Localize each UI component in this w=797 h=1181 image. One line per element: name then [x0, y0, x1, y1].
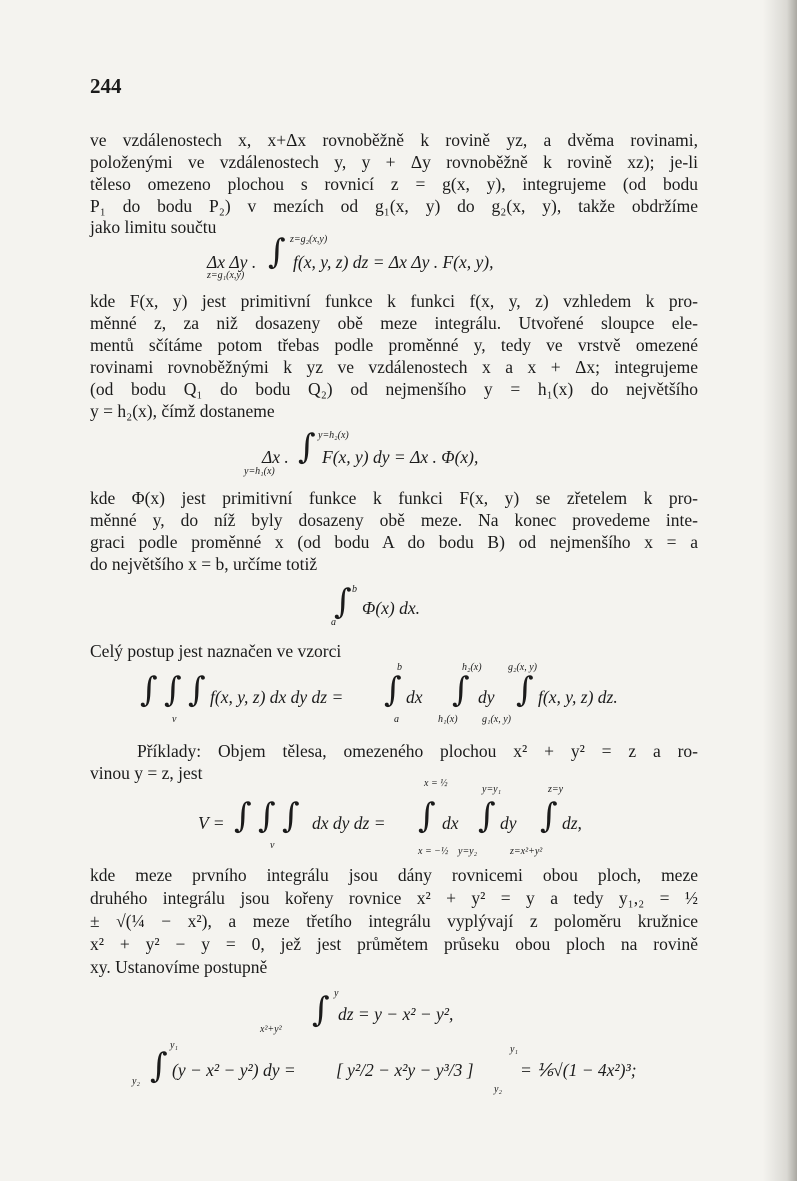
text-line: těleso omezeno plochou s rovnicí z = g(x, y), integrujeme (od bodu: [90, 174, 698, 194]
text-line: Příklady: Objem tělesa, omezeného plochou x² + y² = z a ro-: [137, 741, 698, 761]
formula-4-int2-upper: h₂(x): [462, 662, 482, 673]
formula-7-bracket: [ y²/2 − x²y − y³/3 ]: [336, 1060, 474, 1080]
integral-sign: ∫: [234, 796, 252, 836]
formula-7-body: (y − x² − y²) dy =: [172, 1060, 296, 1080]
formula-1-left: Δx Δy .: [207, 252, 257, 272]
formula-4-domain: v: [172, 714, 177, 725]
text-line: měnné y, do níž byly dosazeny obě meze. Na konec provedeme inte-: [90, 510, 698, 530]
formula-6-lower-limit: x²+y²: [260, 1024, 282, 1035]
formula-4-int1-upper: b: [397, 662, 402, 673]
formula-4-int1-body: dx: [406, 687, 423, 707]
formula-4-int1-lower: a: [394, 714, 399, 725]
integral-sign: ∫: [384, 670, 402, 710]
formula-4-left: f(x, y, z) dx dy dz =: [210, 687, 344, 707]
formula-5-lhs: V =: [198, 813, 225, 833]
integral-sign: ∫: [478, 796, 496, 836]
text-line: mentů sčítáme potom třebas podle proměnné y, tedy ve vrstvě omezené: [90, 335, 698, 355]
formula-4-int3-lower: g₁(x, y): [482, 714, 512, 725]
formula-3-upper-limit: b: [352, 584, 357, 595]
formula-7-bracket-lower: y₂: [494, 1084, 502, 1095]
formula-1-lower-limit: z=g₁(x,y): [207, 270, 245, 281]
text-line: položenými ve vzdálenostech y, y + Δy rovnoběžně k rovině xz); je-li: [90, 152, 698, 172]
formula-3-lower-limit: a: [331, 617, 336, 628]
text-line: x² + y² − y = 0, jež jest průmětem průseku obou ploch na rovině: [90, 934, 698, 954]
formula-6-upper-limit: y: [334, 988, 339, 999]
formula-2-upper-limit: y=h₂(x): [318, 430, 349, 441]
text-line: vinou y = z, jest: [90, 763, 203, 783]
text-line: rovinami rovnoběžnými k yz ve vzdálenostech x a x + Δx; integrujeme: [90, 357, 698, 377]
formula-2-left: Δx .: [262, 447, 289, 467]
text-line: kde F(x, y) jest primitivní funkce k funkci f(x, y, z) vzhledem k pro-: [90, 291, 698, 311]
integral-sign: ∫: [188, 670, 206, 710]
formula-5-i1-upper: x = ½: [424, 778, 448, 789]
formula-5-i2-body: dy: [500, 813, 517, 833]
integral-sign: ∫: [298, 427, 316, 467]
formula-5-i2-upper: y=y₁: [482, 784, 502, 795]
formula-3-body: Φ(x) dx.: [362, 598, 421, 618]
formula-1-right: f(x, y, z) dz = Δx Δy . F(x, y),: [293, 252, 494, 272]
formula-5-i3-upper: z=y: [548, 784, 564, 795]
text-line: druhého integrálu jsou kořeny rovnice x² + y² = y a tedy y₁,₂ = ½: [90, 888, 698, 908]
formula-4-int3-body: f(x, y, z) dz.: [538, 687, 618, 707]
text-line: kde meze prvního integrálu jsou dány rovnicemi obou ploch, meze: [90, 865, 698, 885]
text-line: do největšího x = b, určíme totiž: [90, 554, 318, 574]
formula-7-upper-limit: y₁: [170, 1040, 178, 1051]
integral-sign: ∫: [312, 990, 330, 1030]
integral-sign: ∫: [334, 582, 352, 622]
formula-4-int2-lower: h₁(x): [438, 714, 458, 725]
integral-sign: ∫: [140, 670, 158, 710]
formula-5-triple-body: dx dy dz =: [312, 813, 386, 833]
integral-sign: ∫: [418, 796, 436, 836]
integral-sign: ∫: [258, 796, 276, 836]
formula-7-bracket-upper: y₁: [510, 1044, 518, 1055]
formula-4-int3-upper: g₂(x, y): [508, 662, 538, 673]
integral-sign: ∫: [268, 232, 286, 272]
formula-2-right: F(x, y) dy = Δx . Φ(x),: [322, 447, 479, 467]
integral-sign: ∫: [150, 1046, 168, 1086]
formula-5-i3-lower: z=x²+y²: [510, 846, 543, 857]
integral-sign: ∫: [540, 796, 558, 836]
text-line: graci podle proměnné x (od bodu A do bodu B) od nejmenšího x = a: [90, 532, 698, 552]
text-line: P₁ do bodu P₂) v mezích od g₁(x, y) do g₂(x, y), takže obdržíme: [90, 196, 698, 216]
formula-6-body: dz = y − x² − y²,: [338, 1004, 454, 1024]
text-line: Celý postup jest naznačen ve vzorci: [90, 641, 342, 661]
text-line: měnné z, za niž dosazeny obě meze integrálu. Utvořené sloupce ele-: [90, 313, 698, 333]
formula-5-i3-body: dz,: [562, 813, 582, 833]
formula-4-int2-body: dy: [478, 687, 495, 707]
text-line: jako limitu součtu: [90, 217, 217, 237]
page-edge-shadow: [763, 0, 797, 1181]
integral-sign: ∫: [452, 670, 470, 710]
text-line: ± √(¼ − x²), a meze třetího integrálu vyplývají z poloměru kružnice: [90, 911, 698, 931]
formula-1-upper-limit: z=g₂(x,y): [290, 234, 328, 245]
formula-2-lower-limit: y=h₁(x): [244, 466, 275, 477]
integral-sign: ∫: [282, 796, 300, 836]
formula-7-result: = ⅙√(1 − 4x²)³;: [520, 1060, 637, 1080]
integral-sign: ∫: [164, 670, 182, 710]
text-line: kde Φ(x) jest primitivní funkce k funkci F(x, y) se zřetelem k pro-: [90, 488, 698, 508]
text-line: ve vzdálenostech x, x+Δx rovnoběžně k rovině yz, a dvěma rovinami,: [90, 130, 698, 150]
formula-5-domain: v: [270, 840, 275, 851]
page-number: 244: [90, 74, 122, 98]
formula-5-i1-lower: x = −½: [418, 846, 449, 857]
formula-5-i1-body: dx: [442, 813, 459, 833]
formula-5-i2-lower: y=y₂: [458, 846, 478, 857]
text-line: xy. Ustanovíme postupně: [90, 957, 268, 977]
formula-7-lower-limit: y₂: [132, 1076, 140, 1087]
integral-sign: ∫: [516, 670, 534, 710]
text-line: y = h₂(x), čímž dostaneme: [90, 401, 275, 421]
text-line: (od bodu Q₁ do bodu Q₂) od nejmenšího y = h₁(x) do největšího: [90, 379, 698, 399]
